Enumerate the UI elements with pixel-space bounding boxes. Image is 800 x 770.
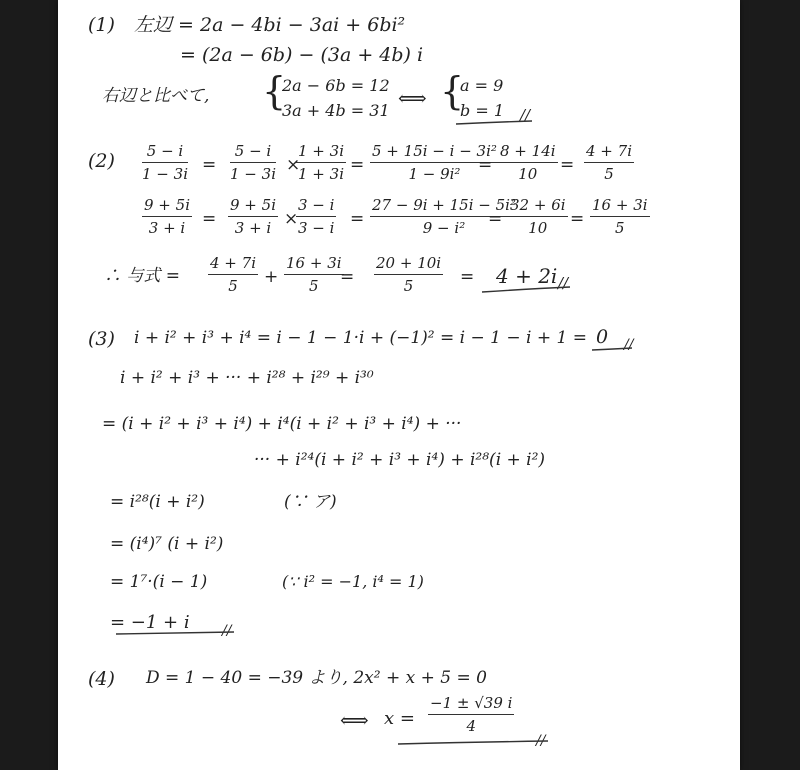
fraction-denominator: 1 − 3i (230, 165, 276, 183)
fraction-numerator: 3 − i (296, 198, 336, 217)
fraction-denominator: 5 (309, 277, 319, 295)
problem-4-root-fraction (428, 696, 514, 734)
fraction-denominator: 5 (604, 165, 614, 183)
fraction (498, 144, 558, 182)
operator: = (350, 155, 365, 175)
system-equation-2: 3a + 4b = 31 (282, 101, 390, 120)
fraction-numerator: 9 + 5i (142, 198, 192, 217)
fraction-numerator: 5 + 15i − i − 3i² (370, 144, 499, 163)
notebook-page (58, 0, 740, 770)
fraction-numerator: 4 + 7i (584, 144, 634, 163)
left-brace-solution: { (440, 69, 465, 113)
problem-3-line-8: = −1 + i (110, 612, 190, 633)
problem-3-line-1: i + i² + i³ + i⁴ = i − 1 − 1·i + (−1)² = i − 1 − i + 1 = (134, 328, 587, 348)
problem-4-lhs: x = (384, 708, 415, 729)
fraction (508, 198, 568, 236)
solution-b: b = 1 (460, 101, 504, 120)
fraction-denominator: 5 (228, 277, 238, 295)
problem-1-number: (1) (88, 14, 115, 36)
fraction (584, 144, 634, 182)
operator: = (460, 267, 475, 287)
system-equation-1: 2a − 6b = 12 (282, 76, 390, 95)
fraction-numerator: 9 + 5i (228, 198, 278, 217)
problem-1-line-2: = (2a − 6b) − (3a + 4b) i (180, 44, 424, 66)
operator: = (560, 155, 575, 175)
fraction (208, 256, 258, 294)
operator: = (202, 209, 217, 229)
problem-1-line-1: 左辺 = 2a − 4bi − 3ai + 6bi² (134, 14, 406, 36)
root-numerator: −1 ± √39 i (428, 696, 514, 715)
fraction (228, 198, 278, 236)
operator: = (570, 209, 585, 229)
problem-3-line-2: i + i² + i³ + ··· + i²⁸ + i²⁹ + i³⁰ (120, 368, 374, 388)
fraction-denominator: 1 − 9i² (408, 165, 461, 183)
fraction-denominator: 5 (403, 277, 414, 295)
problem-3-line-3: = (i + i² + i³ + i⁴) + i⁴(i + i² + i³ + i⁴) + ··· (102, 414, 462, 434)
problem-3-line-6: = (i⁴)⁷ (i + i²) (110, 534, 224, 554)
fraction (374, 256, 443, 294)
problem-3-number: (3) (88, 328, 115, 350)
problem-3-line-5: = i²⁸(i + i²) (110, 492, 205, 512)
root-denominator: 4 (466, 717, 476, 735)
problem-4-number: (4) (88, 668, 115, 690)
problem-3-line-7-note: (∵ i² = −1, i⁴ = 1) (282, 572, 424, 591)
end-mark-3b: // (222, 623, 232, 639)
problem-3-line-5-note: (∵ ア) (284, 492, 337, 512)
operator: = (202, 155, 217, 175)
left-brace-system: { (262, 69, 287, 113)
fraction (296, 144, 346, 182)
fraction-denominator: 5 (615, 219, 625, 237)
problem-4-line-1: D = 1 − 40 = −39 より, 2x² + x + 5 = 0 (146, 668, 487, 688)
fraction-numerator: 8 + 14i (498, 144, 558, 163)
fraction (296, 198, 336, 236)
operator: = (350, 209, 365, 229)
fraction-numerator: 20 + 10i (374, 256, 443, 275)
fraction-denominator: 1 − 3i (142, 165, 188, 183)
underline-4 (398, 741, 548, 744)
problem-3-line-1-result: 0 (596, 326, 609, 348)
fraction-numerator: 27 − 9i + 15i − 5i² (370, 198, 518, 217)
operator: × (286, 155, 301, 175)
fraction-numerator: 5 − i (142, 144, 188, 163)
end-mark-1: // (520, 106, 531, 124)
fraction (142, 144, 188, 182)
fraction-numerator: 16 + 3i (590, 198, 650, 217)
fraction-numerator: 1 + 3i (296, 144, 346, 163)
operator: = (478, 155, 493, 175)
fraction-denominator: 3 − i (298, 219, 335, 237)
problem-4-iff-arrow: ⟺ (340, 708, 369, 732)
fraction-denominator: 1 + 3i (298, 165, 344, 183)
problem-3-line-4: ··· + i²⁴(i + i² + i³ + i⁴) + i²⁸(i + i²) (254, 450, 546, 470)
fraction-numerator: 5 − i (230, 144, 276, 163)
fraction-denominator: 10 (518, 165, 538, 183)
fraction-numerator: 32 + 6i (508, 198, 568, 217)
problem-1-compare-text: 右辺と比べて, (102, 86, 210, 106)
problem-2-conclusion-prefix: ∴ 与式 = (104, 266, 181, 286)
fraction (230, 144, 276, 182)
end-mark-3a: // (624, 337, 634, 353)
fraction (590, 198, 650, 236)
end-mark-4: // (536, 733, 546, 749)
fraction-numerator: 16 + 3i (284, 256, 344, 275)
problem-3-line-7: = 1⁷·(i − 1) (110, 572, 208, 592)
iff-arrow: ⟺ (398, 86, 427, 110)
fraction-denominator: 3 + i (148, 219, 186, 237)
operator: + (264, 267, 279, 287)
fraction-denominator: 10 (528, 219, 548, 237)
fraction (142, 198, 192, 236)
solution-a: a = 9 (460, 76, 504, 95)
end-mark-2: // (558, 274, 569, 292)
problem-2-number: (2) (88, 150, 115, 172)
operator: = (340, 267, 355, 287)
operator: = (488, 209, 503, 229)
fraction-denominator: 9 − i² (422, 219, 466, 237)
operator: × (284, 209, 299, 229)
fraction (284, 256, 344, 294)
problem-2-result: 4 + 2i (496, 264, 558, 288)
fraction-denominator: 3 + i (234, 219, 272, 237)
fraction-numerator: 4 + 7i (208, 256, 258, 275)
